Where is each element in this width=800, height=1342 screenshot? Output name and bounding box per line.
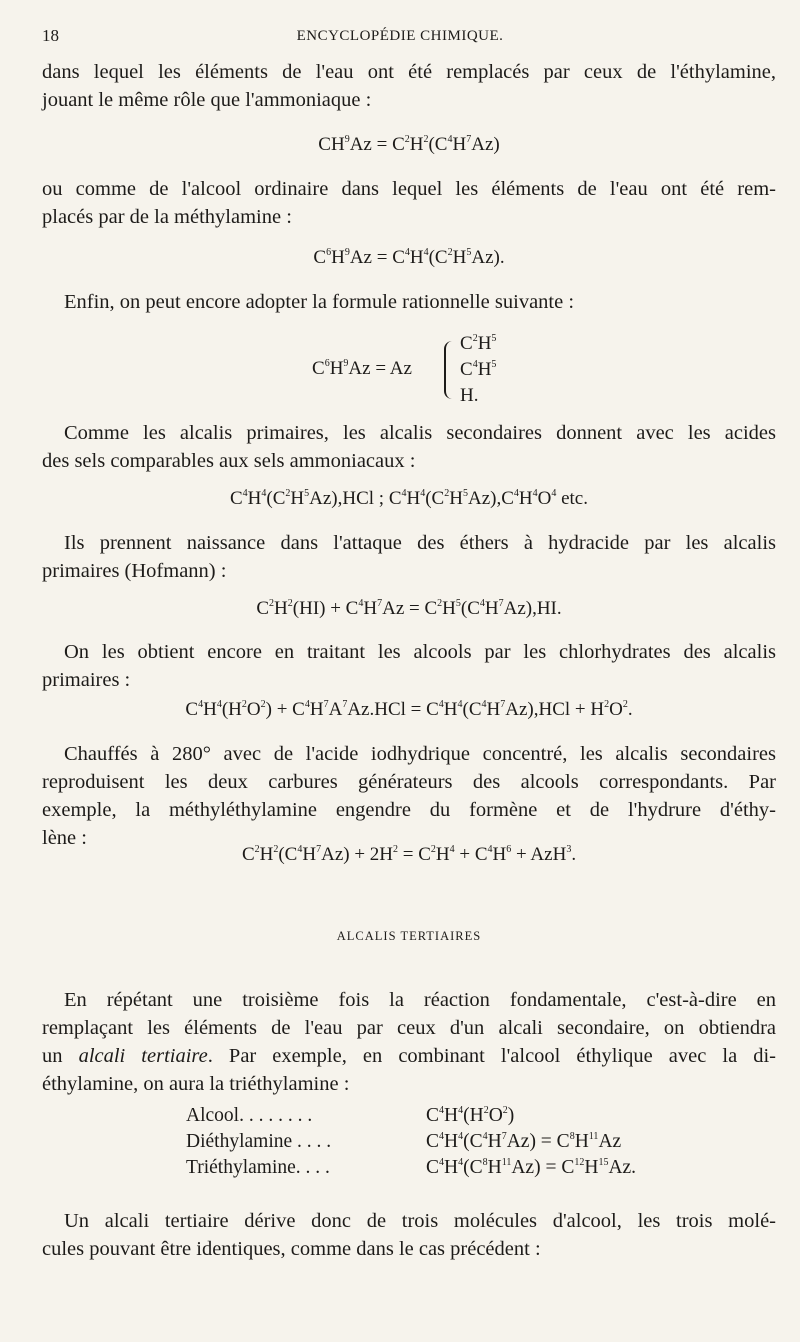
text-line: Comme les alcalis primaires, les alcalis secondaires donnent avec les acides [64, 422, 776, 444]
paragraph-8 [42, 986, 776, 1098]
text-line: Ils prennent naissance dans l'attaque des éthers à hydracide par les alcalis [64, 532, 776, 554]
paragraph-6 [42, 638, 776, 694]
text-line: primaires (Hofmann) : [42, 560, 227, 582]
running-title: ENCYCLOPÉDIE CHIMIQUE. [296, 28, 504, 44]
text-line: remplaçant les éléments de l'eau par ceux d'un alcali secondaire, on obtiendra [42, 1017, 776, 1039]
text-line: dans lequel les éléments de l'eau ont été remplacés par ceux de l'éthylamine, [42, 61, 776, 83]
text-line: exemple, la méthyléthylamine engendre du formène et de l'hydrure d'éthy- [42, 799, 776, 821]
row-label: Diéthylamine . . . . [186, 1131, 332, 1152]
text-line: primaires : [42, 669, 131, 691]
formula-hofmann: $C^2H^2(HI) + C^4H^7Az = C^2H^5(C^4H^7Az),HI$. [256, 598, 562, 619]
emphasis: alcali tertiaire [78, 1045, 208, 1067]
page-header [42, 26, 758, 50]
text-line: Un alcali tertiaire dérive donc de trois molécules d'alcool, les trois molé- [64, 1210, 776, 1232]
paragraph-9 [42, 1207, 776, 1263]
text-line: cules pouvant être identiques, comme dans le cas précédent : [42, 1238, 541, 1260]
paragraph-2 [42, 175, 776, 231]
row-label: Alcool. . . . . . . . [186, 1105, 313, 1126]
formula-rhs: $C^2H^5$ $C^4H^5$ H. [460, 333, 497, 406]
formula-chlorhydrates: $C^4H^4(H^2O^2) + C^4H^7A^7Az.HCl = C^4H^4(C^4H^7Az),HCl + H^2O^2$. [185, 699, 633, 720]
formula-rationnelle [312, 331, 572, 411]
row-formula: $C^4H^4(C^8H^{11}Az) = C^{12}H^{15}Az$. [426, 1157, 637, 1178]
paragraph-1 [42, 58, 776, 114]
paragraph-5 [42, 529, 776, 585]
formula-sels: $C^4H^4(C^2H^5Az),HCl$ ; $C^4H^4(C^2H^5Az),C^4H^4O^4$ etc. [229, 488, 588, 509]
formula-ethylamine: $CH^9Az = C^2H^2(C^4H^7Az)$ [318, 134, 500, 155]
text-line: jouant le même rôle que l'ammoniaque : [42, 89, 372, 111]
text-line: Chauffés à 280° avec de l'acide iodhydrique concentré, les alcalis secondaires [64, 743, 776, 765]
formula-methylamine: $C^6H^9Az = C^4H^4(C^2H^5Az)$. [313, 247, 505, 268]
text-line: un alcali tertiaire. Par exemple, en combinant l'alcool éthylique avec la di- [42, 1045, 776, 1067]
text-line: des sels comparables aux sels ammoniacaux : [42, 450, 416, 472]
page-number: 18 [42, 26, 59, 45]
text-line: On les obtient encore en traitant les alcools par les chlorhydrates des alcalis [64, 641, 776, 663]
formula-carbures: $C^2H^2(C^4H^7Az) + 2H^2 = C^2H^4 + C^4H^6 + AzH^3$. [241, 844, 577, 865]
text-line: placés par de la méthylamine : [42, 206, 292, 228]
row-formula: $C^4H^4(H^2O^2)$ [426, 1105, 515, 1126]
paragraph-7 [42, 740, 776, 852]
formula-lhs: $C^6H^9Az = Az$ [312, 358, 412, 379]
text-line: Enfin, on peut encore adopter la formule rationnelle suivante : [64, 291, 575, 313]
text-line: ou comme de l'alcool ordinaire dans lequel les éléments de l'eau ont été rem- [42, 178, 776, 200]
paragraph-4 [42, 419, 776, 475]
text-line: En répétant une troisième fois la réaction fondamentale, c'est-à-dire en [64, 989, 776, 1011]
row-label: Triéthylamine. . . . [186, 1157, 330, 1178]
text-line: reproduisent les deux carbures générateurs des alcools correspondants. Par [42, 771, 776, 793]
row-formula: $C^4H^4(C^4H^7Az) = C^8H^{11}Az$ [426, 1131, 622, 1152]
brace-icon [444, 341, 456, 399]
section-title: ALCALIS TERTIAIRES [336, 929, 482, 943]
text-line: éthylamine, on aura la triéthylamine : [42, 1073, 350, 1095]
paragraph-3 [42, 288, 776, 316]
text-line: lène : [42, 827, 87, 849]
